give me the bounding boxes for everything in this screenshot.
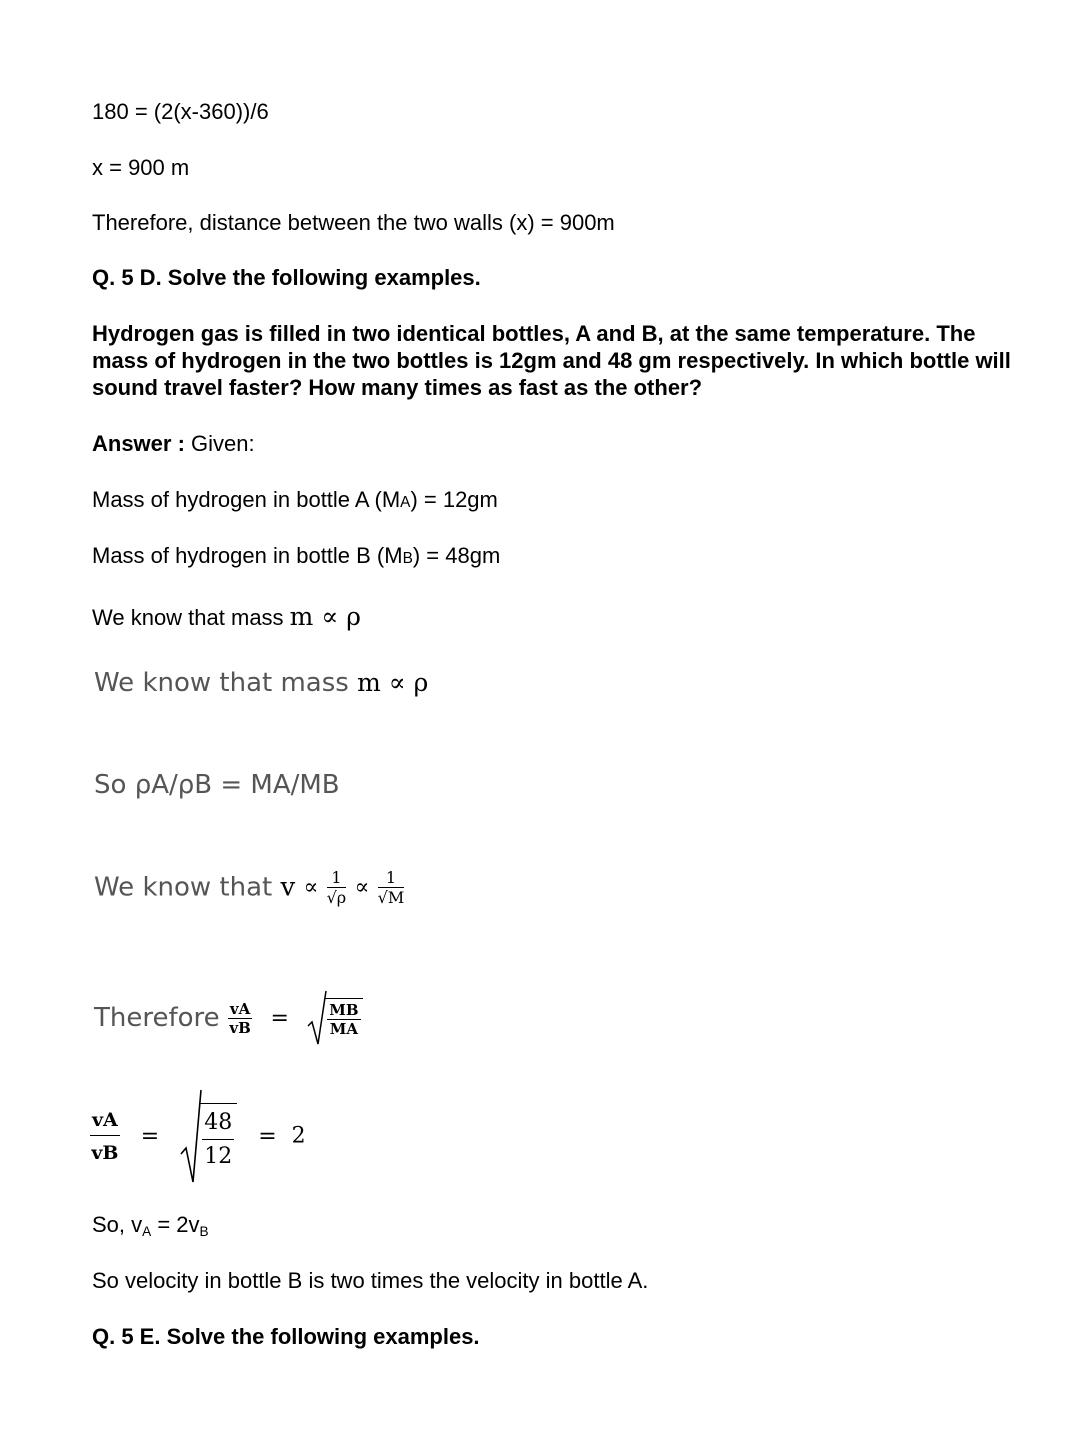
velocity-a: vA [229, 999, 251, 1018]
so-va-mid: = 2v [151, 1212, 200, 1237]
mass-a-prefix: Mass of hydrogen in bottle A (M [92, 487, 401, 512]
velocity-ratio-fraction-2 [90, 1109, 120, 1164]
equation-line-1: 180 = (2(x-360))/6 [92, 99, 269, 124]
mass-b-subscript: B [402, 550, 413, 567]
fraction-numerator: 1 [378, 868, 405, 888]
velocity-symbol: v [280, 872, 296, 903]
know-v-text: We know that [94, 872, 281, 903]
proportional-symbol-1: ∝ [303, 875, 319, 900]
fraction-one-over-sqrt-m [378, 868, 405, 907]
velocity-b: vB [229, 1018, 251, 1037]
velocity-b: vB [91, 1141, 119, 1164]
velocity-ratio-fraction [228, 1000, 252, 1037]
answer-line [92, 431, 255, 457]
sqrt-numeric-ratio [180, 1088, 237, 1184]
know-mass-text: We know that mass [92, 605, 290, 630]
so-rho-formula: ρA/ρB = MA/MB [134, 770, 340, 800]
velocity-a: vA [90, 1109, 120, 1136]
answer-given: Given: [184, 431, 255, 456]
conclusion-velocity: So velocity in bottle B is two times the velocity in bottle A. [92, 1268, 649, 1293]
equals-sign: = [140, 1123, 160, 1149]
mass-a: MA [329, 1020, 359, 1038]
equation-line-2: x = 900 m [92, 155, 190, 180]
fraction-numerator: 1 [327, 868, 347, 888]
know-mass-formula: m ∝ ρ [289, 602, 361, 631]
numeric-fraction [199, 1103, 237, 1169]
q5d-problem-text: Hydrogen gas is filled in two identical bottles, A and B, at the same temperature. The mass of hydrogen in the two bottles is 12gm and 48 gm respectively. In which bottle will sound travel faster? How many times as fast as the other? [92, 321, 1011, 400]
know-velocity-line [94, 868, 404, 907]
so-va-subscript-b: B [199, 1224, 209, 1239]
know-mass-text-2: We know that mass [94, 668, 358, 698]
so-rho-text: So [94, 770, 135, 800]
mass-b-suffix: ) = 48gm [412, 543, 501, 568]
therefore-text: Therefore [94, 1003, 228, 1033]
know-mass-line [92, 602, 361, 631]
so-va-subscript-a: A [142, 1224, 152, 1239]
q5e-heading: Q. 5 E. Solve the following examples. [92, 1324, 480, 1349]
mass-b: MB [329, 1001, 359, 1019]
numerator-48: 48 [202, 1110, 234, 1140]
fraction-denominator-m: √M [377, 888, 405, 907]
equals-sign: = [270, 1005, 289, 1031]
conclusion-distance: Therefore, distance between the two walls (x) = 900m [92, 210, 615, 235]
sqrt-mass-ratio [307, 990, 362, 1046]
therefore-ratio-line [94, 990, 363, 1046]
answer-label: Answer : [92, 431, 185, 456]
mass-ratio-fraction [325, 998, 362, 1038]
so-va-prefix: So, v [92, 1212, 143, 1237]
mass-b-prefix: Mass of hydrogen in bottle B (M [92, 543, 403, 568]
radical-sign-icon [307, 990, 327, 1046]
q5d-heading: Q. 5 D. Solve the following examples. [92, 265, 481, 290]
mass-bottle-a [92, 487, 498, 513]
mass-a-subscript: A [400, 494, 411, 511]
fraction-denominator-rho: √ρ [326, 888, 347, 907]
proportional-symbol-2: ∝ [354, 875, 370, 900]
denominator-12: 12 [204, 1144, 233, 1169]
know-mass-formula-2: m ∝ ρ [357, 668, 429, 697]
know-mass-line-2 [94, 668, 428, 698]
equals-sign-2: = [258, 1123, 277, 1149]
mass-bottle-b [92, 543, 500, 569]
so-va-line [92, 1212, 209, 1238]
velocity-ratio-result-line [90, 1088, 306, 1184]
so-rho-line [94, 770, 340, 800]
mass-a-suffix: ) = 12gm [410, 487, 498, 512]
result-two: 2 [291, 1123, 306, 1149]
fraction-one-over-sqrt-rho [327, 868, 347, 907]
